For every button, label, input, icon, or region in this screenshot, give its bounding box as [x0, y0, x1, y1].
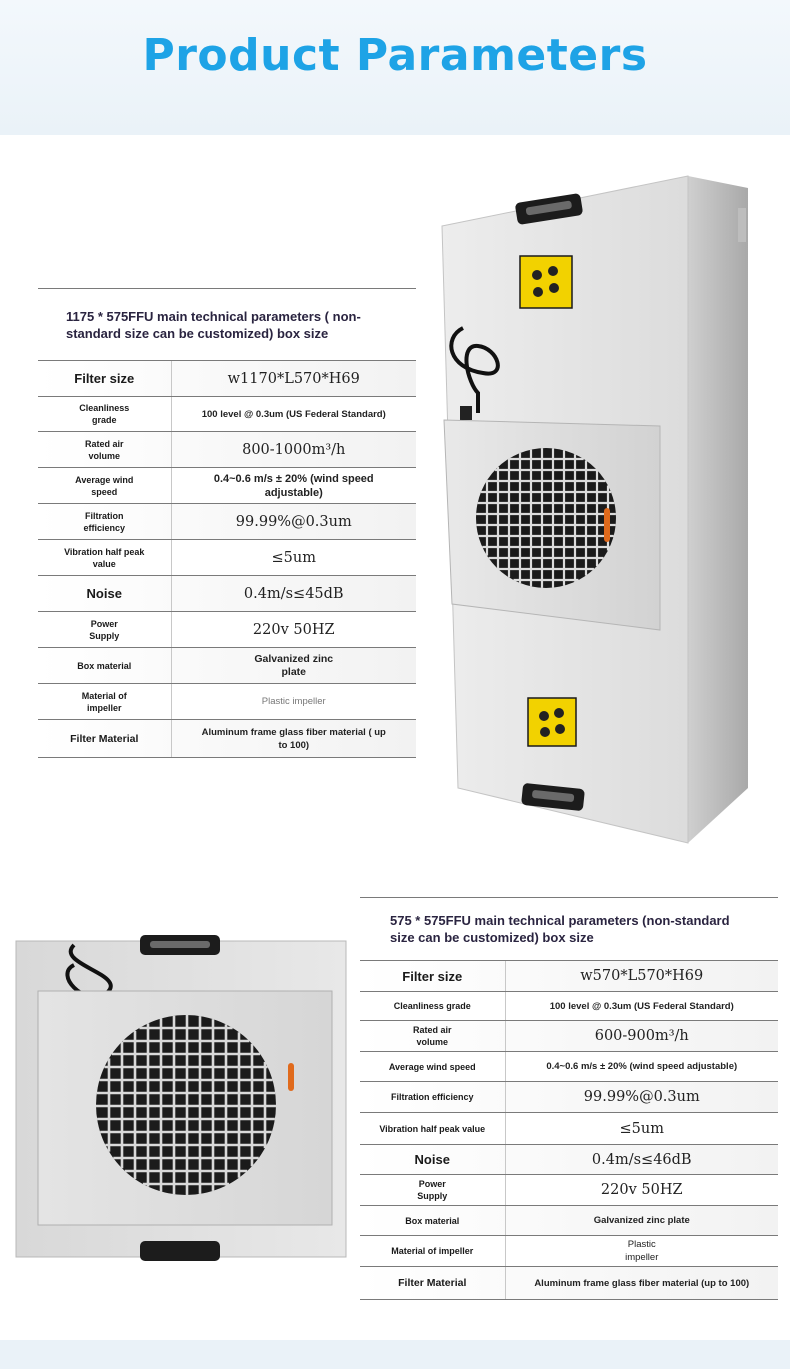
- param-label: Filtration efficiency: [38, 504, 171, 540]
- table-row: [360, 1113, 778, 1145]
- param-value: 100 level @ 0.3um (US Federal Standard): [171, 397, 416, 432]
- table-row: [38, 576, 416, 612]
- table-row: [360, 961, 778, 992]
- footer-band: [0, 1340, 790, 1369]
- param-value: 0.4~0.6 m/s ± 20% (wind speed adjustable): [505, 1052, 778, 1082]
- param-label: Power Supply: [360, 1175, 505, 1206]
- table-row: [360, 1145, 778, 1175]
- table-row: [360, 1236, 778, 1267]
- table-row: [38, 540, 416, 576]
- page-title: Product Parameters: [142, 30, 648, 81]
- table-title: 575 * 575FFU main technical parameters (non-standard size can be customized) box size: [360, 898, 778, 961]
- table-row: [38, 684, 416, 720]
- param-label: Filtration efficiency: [360, 1082, 505, 1113]
- param-label: Noise: [360, 1145, 505, 1175]
- table-row: [360, 992, 778, 1021]
- table-row: [38, 504, 416, 540]
- param-label: Rated air volume: [38, 432, 171, 468]
- param-value: Plastic impeller: [505, 1236, 778, 1267]
- param-label: Filter size: [38, 361, 171, 397]
- param-label: Material of impeller: [360, 1236, 505, 1267]
- ffu-575-product-image: [14, 935, 350, 1263]
- param-value: w1170*L570*H69: [171, 361, 416, 397]
- table-row: [38, 468, 416, 504]
- param-label: Material of impeller: [38, 684, 171, 720]
- param-label: Filter Material: [38, 720, 171, 758]
- table-row: [360, 1206, 778, 1236]
- param-value: ≤5um: [171, 540, 416, 576]
- param-value: 0.4m/s≤46dB: [505, 1145, 778, 1175]
- table-row: [360, 1052, 778, 1082]
- table-row: [360, 1082, 778, 1113]
- param-label: Noise: [38, 576, 171, 612]
- param-value: w570*L570*H69: [505, 961, 778, 992]
- param-label: Box material: [360, 1206, 505, 1236]
- param-label: Filter size: [360, 961, 505, 992]
- param-value: Plastic impeller: [171, 684, 416, 720]
- param-label: Rated air volume: [360, 1021, 505, 1052]
- parameter-table-575: [360, 897, 778, 1300]
- param-value: 99.99%@0.3um: [505, 1082, 778, 1113]
- table-row: [360, 1175, 778, 1206]
- param-value: 600-900m³/h: [505, 1021, 778, 1052]
- param-value: 800-1000m³/h: [171, 432, 416, 468]
- param-label: Average wind speed: [38, 468, 171, 504]
- param-value: ≤5um: [505, 1113, 778, 1145]
- table-row: [38, 432, 416, 468]
- param-label: Power Supply: [38, 612, 171, 648]
- table-row: [360, 1021, 778, 1052]
- ffu-1175-product-image: [438, 168, 778, 848]
- param-value: 0.4~0.6 m/s ± 20% (wind speed adjustable): [171, 468, 416, 504]
- param-value: Galvanized zinc plate: [171, 648, 416, 684]
- table-row: [38, 361, 416, 397]
- param-value: Galvanized zinc plate: [505, 1206, 778, 1236]
- table-row: [38, 397, 416, 432]
- param-label: Cleanliness grade: [38, 397, 171, 432]
- param-label: Filter Material: [360, 1267, 505, 1300]
- table-row: [38, 612, 416, 648]
- table-row: [38, 648, 416, 684]
- param-value: 99.99%@0.3um: [171, 504, 416, 540]
- param-label: Vibration half peak value: [38, 540, 171, 576]
- param-value: Aluminum frame glass fiber material ( up to 100): [171, 720, 416, 758]
- parameter-table-1175: [38, 288, 416, 758]
- param-label: Average wind speed: [360, 1052, 505, 1082]
- param-value: 220v 50HZ: [505, 1175, 778, 1206]
- param-value: Aluminum frame glass fiber material (up to 100): [505, 1267, 778, 1300]
- table-row: [360, 1267, 778, 1300]
- param-value: 100 level @ 0.3um (US Federal Standard): [505, 992, 778, 1021]
- param-label: Box material: [38, 648, 171, 684]
- table-row: [38, 720, 416, 758]
- param-label: Vibration half peak value: [360, 1113, 505, 1145]
- param-value: 220v 50HZ: [171, 612, 416, 648]
- table-title: 1175 * 575FFU main technical parameters ( non-standard size can be customized) box size: [38, 289, 416, 361]
- param-label: Cleanliness grade: [360, 992, 505, 1021]
- param-value: 0.4m/s≤45dB: [171, 576, 416, 612]
